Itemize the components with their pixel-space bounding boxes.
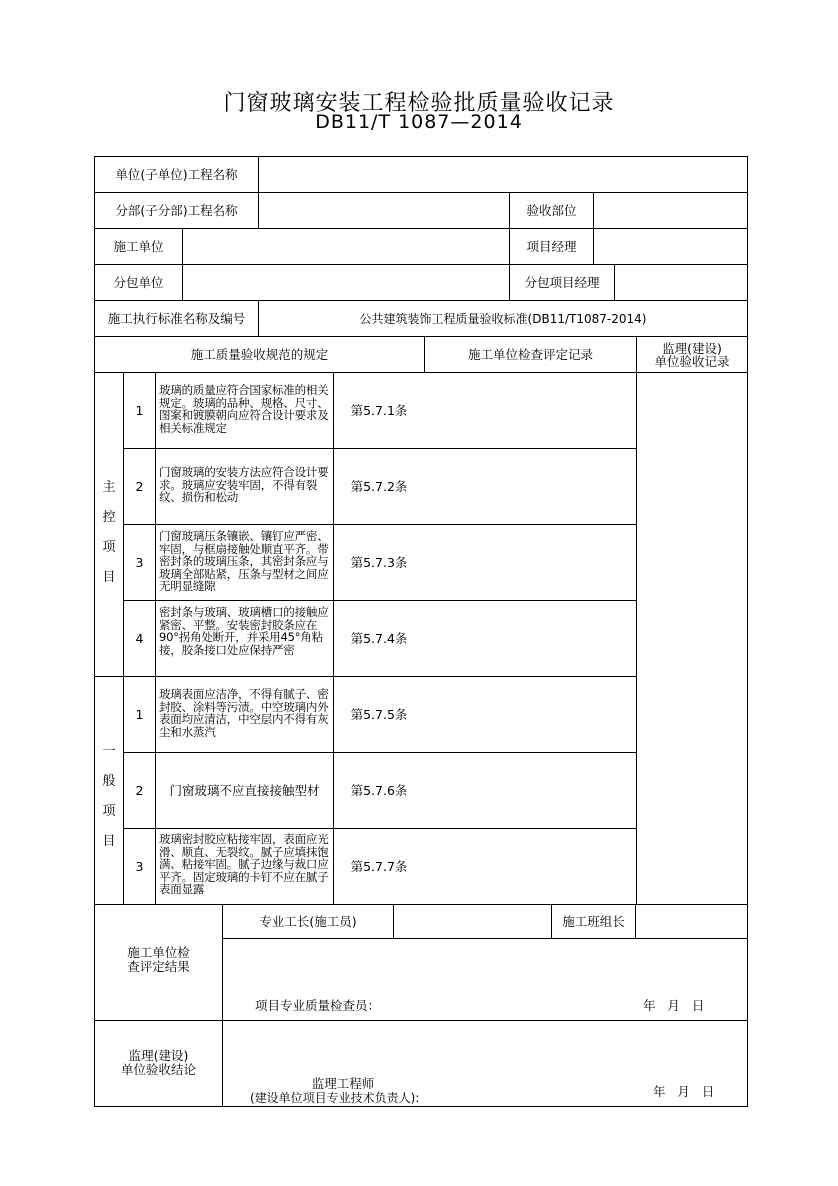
- standard-value: 公共建筑装饰工程质量验收标准(DB11/T1087-2014): [359, 311, 647, 326]
- sub-project-manager-label: 分包项目经理: [524, 274, 600, 290]
- item-requirement: 玻璃密封胶应粘接牢固，表面应光滑、顺直、无裂纹。腻子应填抹饱满、粘接牢固。腻子边缘与裁口应平齐。固定玻璃的卡钉不应在腻子表面显露: [159, 832, 329, 896]
- subproject-label: 分部(子分部)工程名称: [115, 202, 238, 218]
- supervisor-conclusion-line-1: 监理(建设): [128, 1048, 189, 1063]
- item-contractor-record[interactable]: [425, 601, 636, 676]
- acceptance-part-label: 验收部位: [526, 202, 577, 218]
- subcontractor-field[interactable]: [183, 265, 509, 300]
- foreman-field[interactable]: [394, 905, 551, 938]
- item-number: 1: [135, 706, 144, 722]
- project-manager-label: 项目经理: [526, 238, 577, 254]
- item-clause: 第5.7.1条: [350, 402, 408, 418]
- col-spec-header: 施工质量验收规范的规定: [190, 346, 329, 362]
- standard-code: DB11/T 1087—2014: [315, 111, 523, 133]
- item-requirement: 玻璃表面应洁净，不得有腻子、密封胶、涂料等污渍。中空玻璃内外表面均应清洁，中空层内不得有灰尘和水蒸汽: [159, 687, 329, 739]
- standard-label: 施工执行标准名称及编号: [107, 310, 246, 326]
- item-contractor-record[interactable]: [425, 525, 636, 600]
- item-contractor-record[interactable]: [425, 449, 636, 524]
- general-group-label: 一 般 项 目: [102, 744, 116, 849]
- supervisor-date: 年 月 日: [653, 1084, 715, 1099]
- contractor-field[interactable]: [183, 229, 509, 264]
- subproject-field[interactable]: [259, 193, 509, 228]
- item-requirement: 门窗玻璃不应直接接触型材: [169, 782, 320, 798]
- supervisor-conclusion-line-2: 单位验收结论: [120, 1062, 196, 1077]
- col-supervisor-line-2: 单位验收记录: [654, 353, 730, 369]
- form-title: 门窗玻璃安装工程检验批质量验收记录: [223, 91, 615, 116]
- owner-tech-label: (建设单位项目专业技术负责人):: [250, 1091, 420, 1105]
- item-clause: 第5.7.2条: [350, 478, 408, 494]
- project-name-label: 单位(子单位)工程名称: [115, 166, 238, 182]
- item-number: 2: [135, 782, 144, 798]
- item-number: 3: [135, 858, 144, 874]
- item-clause: 第5.7.3条: [350, 554, 408, 570]
- item-contractor-record[interactable]: [425, 829, 636, 904]
- item-clause: 第5.7.6条: [350, 782, 408, 798]
- qc-inspector-label: 项目专业质量检查员：: [255, 998, 381, 1013]
- project-name-field[interactable]: [259, 157, 747, 192]
- contractor-result-line-2: 查评定结果: [127, 959, 190, 974]
- item-requirement: 玻璃的质量应符合国家标准的相关规定。玻璃的品种、规格、尺寸、图案和镀膜朝向应符合设计要求及相关标准规定: [159, 383, 329, 435]
- foreman-label: 专业工长(施工员): [259, 913, 357, 929]
- acceptance-part-field[interactable]: [594, 193, 747, 228]
- item-number: 1: [135, 402, 144, 418]
- item-contractor-record[interactable]: [425, 677, 636, 752]
- supervisor-record-field[interactable]: [637, 373, 747, 904]
- contractor-result-label: [95, 940, 222, 980]
- item-requirement: 门窗玻璃压条镶嵌、镶钉应严密、牢固，与框扇接触处顺直平齐。带密封条的玻璃压条，其密封条应与玻璃全部贴紧，压条与型材之间应无明显缝隙: [159, 529, 329, 593]
- main-group-label: 主 控 项 目: [102, 480, 116, 585]
- item-clause: 第5.7.4条: [350, 630, 408, 646]
- team-leader-field[interactable]: [636, 905, 747, 938]
- contractor-date: 年 月 日: [643, 998, 705, 1013]
- item-number: 4: [135, 630, 144, 646]
- item-contractor-record[interactable]: [425, 373, 636, 448]
- project-manager-field[interactable]: [594, 229, 747, 264]
- col-supervisor-line-1: 监理(建设): [662, 340, 722, 356]
- item-number: 3: [135, 554, 144, 570]
- item-clause: 第5.7.5条: [350, 706, 408, 722]
- col-contractor-record-header: 施工单位检查评定记录: [467, 346, 593, 362]
- subcontractor-label: 分包单位: [113, 274, 164, 290]
- col-supervisor-record-header: [637, 337, 747, 372]
- engineer-label: 监理工程师: [311, 1076, 375, 1091]
- item-requirement: 密封条与玻璃、玻璃槽口的接触应紧密、平整。安装密封胶条应在90°拐角处断开，并采用45°角粘接，胶条接口处应保持严密: [159, 605, 329, 657]
- team-leader-label: 施工班组长: [562, 913, 625, 929]
- sub-project-manager-field[interactable]: [615, 265, 747, 300]
- item-requirement: 门窗玻璃的安装方法应符合设计要求。玻璃应安装牢固，不得有裂纹、损伤和松动: [159, 465, 329, 504]
- supervisor-conclusion-label: [95, 1048, 222, 1078]
- contractor-result-line-1: 施工单位检: [127, 945, 190, 960]
- item-number: 2: [135, 478, 144, 494]
- contractor-label: 施工单位: [113, 238, 164, 254]
- item-contractor-record[interactable]: [425, 753, 636, 828]
- item-clause: 第5.7.7条: [350, 858, 408, 874]
